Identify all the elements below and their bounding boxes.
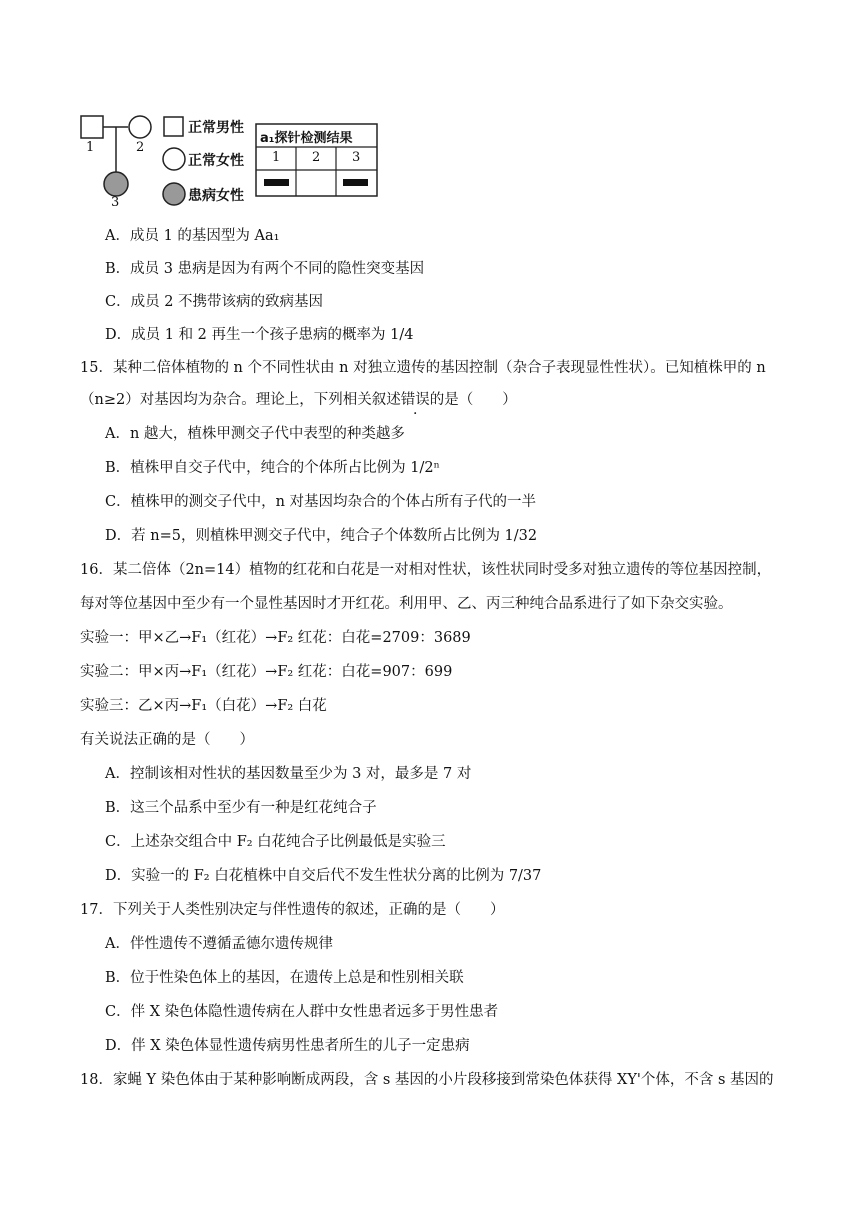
q17-stem: 17．下列关于人类性别决定与伴性遗传的叙述，正确的是（ ）	[80, 902, 505, 918]
legend-affected-female-icon	[163, 183, 185, 205]
probe-band-3	[343, 179, 368, 186]
pedigree-figure	[78, 112, 398, 212]
q16-question: 有关说法正确的是（ ）	[80, 732, 254, 748]
q15-emphasis-word: 错误	[400, 392, 430, 408]
q16-option-c: C．上述杂交组合中 F₂ 白花纯合子比例最低是实验三	[105, 834, 446, 850]
q15-option-c: C．植株甲的测交子代中，n 对基因均杂合的个体占所有子代的一半	[105, 494, 537, 510]
pedigree-label-2: 2	[136, 140, 145, 155]
q18-stem: 18．家蝇 Y 染色体由于某种影响断成两段，含 s 基因的小片段移接到常染色体获得 XY'个体，不含 s 基因的	[80, 1072, 774, 1088]
q14-option-b: B．成员 3 患病是因为有两个不同的隐性突变基因	[105, 261, 425, 277]
pedigree-label-3: 3	[111, 195, 120, 210]
q16-stem-line1: 16．某二倍体（2n=14）植物的红花和白花是一对相对性状，该性状同时受多对独立遗传的等位基因控制，	[80, 562, 772, 578]
probe-table-header-3: 3	[352, 150, 361, 165]
q16-experiment-1: 实验一：甲×乙→F₁（红花）→F₂ 红花：白花=2709：3689	[80, 630, 471, 646]
legend-normal-female: 正常女性	[188, 153, 244, 169]
q15-stem-part-b: 的是（ ）	[429, 392, 517, 408]
q16-stem-line2: 每对等位基因中至少有一个显性基因时才开红花。利用甲、乙、丙三种纯合品系进行了如下杂交实验。	[80, 596, 733, 612]
q17-option-b: B．位于性染色体上的基因，在遗传上总是和性别相关联	[105, 970, 464, 986]
pedigree-label-1: 1	[86, 140, 95, 155]
normal-male-symbol	[81, 116, 103, 138]
q17-option-a: A．伴性遗传不遵循孟德尔遗传规律	[105, 936, 333, 952]
normal-female-symbol	[129, 116, 151, 138]
probe-band-1	[264, 179, 289, 186]
probe-table-title: a₁探针检测结果	[260, 131, 353, 146]
q16-option-d: D．实验一的 F₂ 白花植株中自交后代不发生性状分离的比例为 7/37	[105, 868, 542, 884]
q15-stem-line2	[80, 390, 517, 410]
q15-option-b: B．植株甲自交子代中，纯合的个体所占比例为 1/2ⁿ	[105, 460, 440, 476]
q14-option-c: C．成员 2 不携带该病的致病基因	[105, 294, 324, 310]
q14-option-a: A．成员 1 的基因型为 Aa₁	[105, 228, 280, 244]
q15-stem-line1: 15．某种二倍体植物的 n 个不同性状由 n 对独立遗传的基因控制（杂合子表现显性性状）。已知植株甲的 n	[80, 360, 766, 376]
legend-female-icon	[163, 148, 185, 170]
q16-experiment-2: 实验二：甲×丙→F₁（红花）→F₂ 红花：白花=907：699	[80, 664, 453, 680]
q14-option-d: D．成员 1 和 2 再生一个孩子患病的概率为 1/4	[105, 327, 414, 343]
probe-table-header-2: 2	[312, 150, 321, 165]
q17-option-c: C．伴 X 染色体隐性遗传病在人群中女性患者远多于男性患者	[105, 1004, 499, 1020]
q15-option-a: A．n 越大，植株甲测交子代中表型的种类越多	[105, 426, 405, 442]
q15-stem-part-a: （n≥2）对基因均为杂合。理论上，下列相关叙述	[80, 392, 401, 408]
q16-option-b: B．这三个品系中至少有一种是红花纯合子	[105, 800, 377, 816]
legend-affected-female: 患病女性	[188, 188, 244, 204]
legend-normal-male: 正常男性	[188, 120, 244, 136]
legend-male-icon	[164, 117, 183, 136]
probe-table-header-1: 1	[272, 150, 281, 165]
q17-option-d: D．伴 X 染色体显性遗传病男性患者所生的儿子一定患病	[105, 1038, 470, 1054]
q16-experiment-3: 实验三：乙×丙→F₁（白花）→F₂ 白花	[80, 698, 327, 714]
affected-female-symbol	[104, 172, 128, 196]
q16-option-a: A．控制该相对性状的基因数量至少为 3 对，最多是 7 对	[105, 766, 472, 782]
q15-option-d: D．若 n=5，则植株甲测交子代中，纯合子个体数所占比例为 1/32	[105, 528, 538, 544]
